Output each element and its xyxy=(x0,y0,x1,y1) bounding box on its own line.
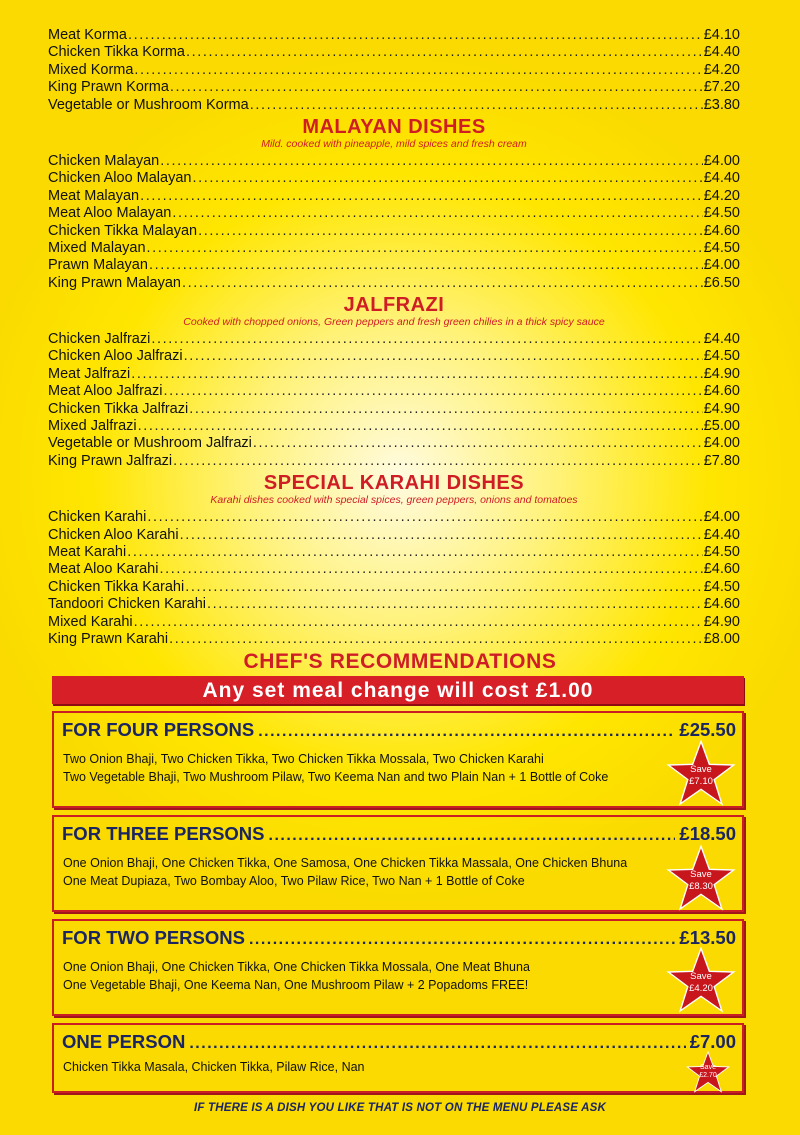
menu-item xyxy=(48,257,740,274)
item-name: Meat Jalfrazi xyxy=(48,365,131,382)
menu-item xyxy=(48,27,740,44)
set-meal-line: Two Vegetable Bhaji, Two Mushroom Pilaw, Two Keema Nan and two Plain Nan + 1 Bottle of Coke xyxy=(63,769,609,784)
menu-item xyxy=(48,188,740,205)
menu-item xyxy=(48,331,740,348)
dot-leader xyxy=(159,561,702,578)
dot-leader xyxy=(131,366,703,383)
set-meal-description xyxy=(63,1059,365,1077)
section-description: Mild. cooked with pineapple, mild spices and fresh cream xyxy=(261,137,527,150)
set-meal-line: One Onion Bhaji, One Chicken Tikka, One Chicken Tikka Mossala, One Meat Bhuna xyxy=(63,960,530,974)
menu-item xyxy=(48,527,740,544)
item-name: Mixed Korma xyxy=(48,61,134,78)
dot-leader xyxy=(151,331,702,348)
dot-leader xyxy=(184,348,703,365)
item-price: £5.00 xyxy=(703,418,740,435)
menu-item xyxy=(48,544,740,561)
dot-leader xyxy=(147,509,702,526)
menu-item xyxy=(48,97,740,114)
malayan-section xyxy=(48,116,740,292)
item-name: Chicken Aloo Malayan xyxy=(48,170,192,187)
menu-item xyxy=(48,579,740,596)
dot-leader xyxy=(198,223,703,240)
save-label: Save xyxy=(690,971,712,982)
dot-leader xyxy=(149,257,703,274)
item-name: Tandoori Chicken Karahi xyxy=(48,596,206,613)
item-price: £4.90 xyxy=(703,400,740,417)
save-star-badge xyxy=(684,1051,732,1093)
item-price: £4.00 xyxy=(703,509,740,526)
menu-item xyxy=(48,223,740,240)
menu-list xyxy=(48,27,740,648)
item-name: Mixed Jalfrazi xyxy=(48,418,137,435)
section-title: JALFRAZI xyxy=(343,294,445,317)
item-name: Meat Malayan xyxy=(48,187,140,204)
item-price: £6.50 xyxy=(703,274,740,291)
item-name: Chicken Tikka Malayan xyxy=(48,222,198,239)
item-price: £4.40 xyxy=(703,526,740,543)
set-meal-description xyxy=(63,751,608,786)
section-description: Cooked with chopped onions, Green peppers and fresh green chilies in a thick spicy sauce xyxy=(183,316,605,329)
korma-section xyxy=(48,27,740,114)
item-price: £3.80 xyxy=(703,96,740,113)
item-name: Meat Karahi xyxy=(48,543,127,560)
item-price: £4.00 xyxy=(703,435,740,452)
item-name: Vegetable or Mushroom Korma xyxy=(48,96,249,113)
save-label: Save xyxy=(690,764,712,775)
item-price: £4.20 xyxy=(703,61,740,78)
set-meal-title: ONE PERSON xyxy=(62,1031,186,1052)
save-star-badge xyxy=(666,947,736,1013)
menu-item xyxy=(48,170,740,187)
set-meal-description xyxy=(63,855,627,890)
set-meal-box-two-persons xyxy=(52,919,744,1016)
item-price: £4.40 xyxy=(703,331,740,348)
item-price: £4.00 xyxy=(703,152,740,169)
item-name: Chicken Karahi xyxy=(48,509,147,526)
menu-item xyxy=(48,435,740,452)
chef-recommendations-title: CHEF'S RECOMMENDATIONS xyxy=(243,650,557,673)
dot-leader xyxy=(249,931,675,949)
item-price: £4.20 xyxy=(703,187,740,204)
dot-leader xyxy=(189,1035,685,1053)
item-name: Meat Korma xyxy=(48,27,127,43)
item-price: £4.50 xyxy=(703,348,740,365)
menu-item xyxy=(48,509,740,526)
item-name: Prawn Malayan xyxy=(48,257,148,274)
menu-item xyxy=(48,561,740,578)
dot-leader xyxy=(253,435,703,452)
save-amount: £7.10 xyxy=(689,776,713,787)
dot-leader xyxy=(207,596,703,613)
dot-leader xyxy=(180,527,703,544)
dot-leader xyxy=(163,383,702,400)
item-name: Chicken Aloo Jalfrazi xyxy=(48,348,183,365)
item-name: King Prawn Jalfrazi xyxy=(48,452,173,469)
item-name: Chicken Tikka Jalfrazi xyxy=(48,400,189,417)
save-star-badge xyxy=(666,740,736,806)
dot-leader xyxy=(185,579,703,596)
save-star-badge xyxy=(666,845,736,911)
item-price: £4.60 xyxy=(703,222,740,239)
item-name: Chicken Tikka Karahi xyxy=(48,578,185,595)
item-price: £4.40 xyxy=(703,44,740,61)
menu-item xyxy=(48,275,740,292)
dot-leader xyxy=(250,97,703,114)
item-name: Vegetable or Mushroom Jalfrazi xyxy=(48,435,252,452)
set-meal-line: One Vegetable Bhaji, One Keema Nan, One Mushroom Pilaw + 2 Popadoms FREE! xyxy=(63,977,529,992)
menu-item xyxy=(48,205,740,222)
dot-leader xyxy=(160,153,702,170)
set-meal-box-one-person xyxy=(52,1023,744,1093)
set-meal-line: Chicken Tikka Masala, Chicken Tikka, Pilaw Rice, Nan xyxy=(63,1060,365,1074)
menu-item xyxy=(48,383,740,400)
dot-leader xyxy=(128,27,703,44)
dot-leader xyxy=(192,170,702,187)
dot-leader xyxy=(147,240,703,257)
item-name: Mixed Malayan xyxy=(48,239,146,256)
menu-item xyxy=(48,401,740,418)
item-price: £4.90 xyxy=(703,365,740,382)
dot-leader xyxy=(134,614,703,631)
save-label: Save xyxy=(690,869,712,880)
item-price: £8.00 xyxy=(703,630,740,647)
set-meal-header xyxy=(62,927,736,949)
item-name: King Prawn Korma xyxy=(48,79,169,96)
item-price: £7.80 xyxy=(703,452,740,469)
dot-leader xyxy=(269,827,676,845)
item-name: King Prawn Karahi xyxy=(48,630,169,647)
menu-item xyxy=(48,631,740,648)
dot-leader xyxy=(182,275,703,292)
item-name: Mixed Karahi xyxy=(48,613,133,630)
item-price: £4.50 xyxy=(703,543,740,560)
jalfrazi-section xyxy=(48,294,740,470)
dot-leader xyxy=(138,418,703,435)
item-price: £4.90 xyxy=(703,613,740,630)
item-name: Chicken Jalfrazi xyxy=(48,331,151,348)
set-meal-box-three-persons xyxy=(52,815,744,912)
set-meal-price: £7.00 xyxy=(689,1031,736,1052)
save-amount: £4.20 xyxy=(689,983,713,994)
item-price: £4.10 xyxy=(703,27,740,43)
menu-item xyxy=(48,240,740,257)
item-name: Meat Aloo Malayan xyxy=(48,205,172,222)
menu-item xyxy=(48,366,740,383)
item-price: £4.50 xyxy=(703,578,740,595)
dot-leader xyxy=(127,544,703,561)
menu-item xyxy=(48,596,740,613)
save-label: Save xyxy=(700,1064,716,1071)
item-name: King Prawn Malayan xyxy=(48,274,181,291)
menu-item xyxy=(48,79,740,96)
dot-leader xyxy=(140,188,703,205)
menu-item xyxy=(48,418,740,435)
set-meal-change-banner: Any set meal change will cost £1.00 xyxy=(52,676,744,704)
dot-leader xyxy=(186,44,703,61)
set-meal-description xyxy=(63,959,530,994)
save-amount: £2.70 xyxy=(699,1072,717,1079)
karahi-section xyxy=(48,472,740,648)
item-price: £4.50 xyxy=(703,239,740,256)
menu-item xyxy=(48,453,740,470)
item-price: £4.60 xyxy=(703,596,740,613)
item-name: Chicken Aloo Karahi xyxy=(48,526,179,543)
item-name: Chicken Malayan xyxy=(48,152,160,169)
item-price: £7.20 xyxy=(703,79,740,96)
item-price: £4.50 xyxy=(703,205,740,222)
section-title: SPECIAL KARAHI DISHES xyxy=(263,472,525,495)
dot-leader xyxy=(189,401,702,418)
section-title: MALAYAN DISHES xyxy=(302,115,486,138)
menu-item xyxy=(48,614,740,631)
set-meal-title: FOR THREE PERSONS xyxy=(62,823,265,844)
dot-leader xyxy=(169,631,703,648)
set-meal-header xyxy=(62,719,736,741)
item-price: £4.60 xyxy=(703,383,740,400)
dot-leader xyxy=(172,205,702,222)
item-price: £4.40 xyxy=(703,170,740,187)
item-name: Meat Aloo Karahi xyxy=(48,561,159,578)
item-name: Meat Aloo Jalfrazi xyxy=(48,383,163,400)
set-meal-header xyxy=(62,823,736,845)
dot-leader xyxy=(258,723,675,741)
menu-item xyxy=(48,348,740,365)
save-amount: £8.30 xyxy=(689,881,713,892)
set-meal-price: £13.50 xyxy=(679,927,736,948)
menu-item xyxy=(48,44,740,61)
item-price: £4.00 xyxy=(703,257,740,274)
set-meal-price: £18.50 xyxy=(679,823,736,844)
menu-item xyxy=(48,153,740,170)
menu-item xyxy=(48,62,740,79)
set-meal-line: One Onion Bhaji, One Chicken Tikka, One Samosa, One Chicken Tikka Massala, One Chicken Bhuna xyxy=(63,856,628,870)
set-meal-price: £25.50 xyxy=(679,719,736,740)
set-meal-title: FOR FOUR PERSONS xyxy=(62,719,255,740)
set-meal-box-four-persons xyxy=(52,711,744,808)
section-description: Karahi dishes cooked with special spices, green peppers, onions and tomatoes xyxy=(210,494,578,507)
set-meal-title: FOR TWO PERSONS xyxy=(62,927,245,948)
set-meal-line: One Meat Dupiaza, Two Bombay Aloo, Two Pilaw Rice, Two Nan + 1 Bottle of Coke xyxy=(63,873,525,888)
dot-leader xyxy=(173,453,703,470)
dot-leader xyxy=(134,62,702,79)
set-meal-line: Two Onion Bhaji, Two Chicken Tikka, Two Chicken Tikka Mossala, Two Chicken Karahi xyxy=(63,752,544,766)
item-name: Chicken Tikka Korma xyxy=(48,44,185,61)
set-meal-header xyxy=(62,1031,736,1053)
dot-leader xyxy=(170,79,703,96)
footer-note: IF THERE IS A DISH YOU LIKE THAT IS NOT ON THE MENU PLEASE ASK xyxy=(194,1102,606,1114)
item-price: £4.60 xyxy=(703,561,740,578)
